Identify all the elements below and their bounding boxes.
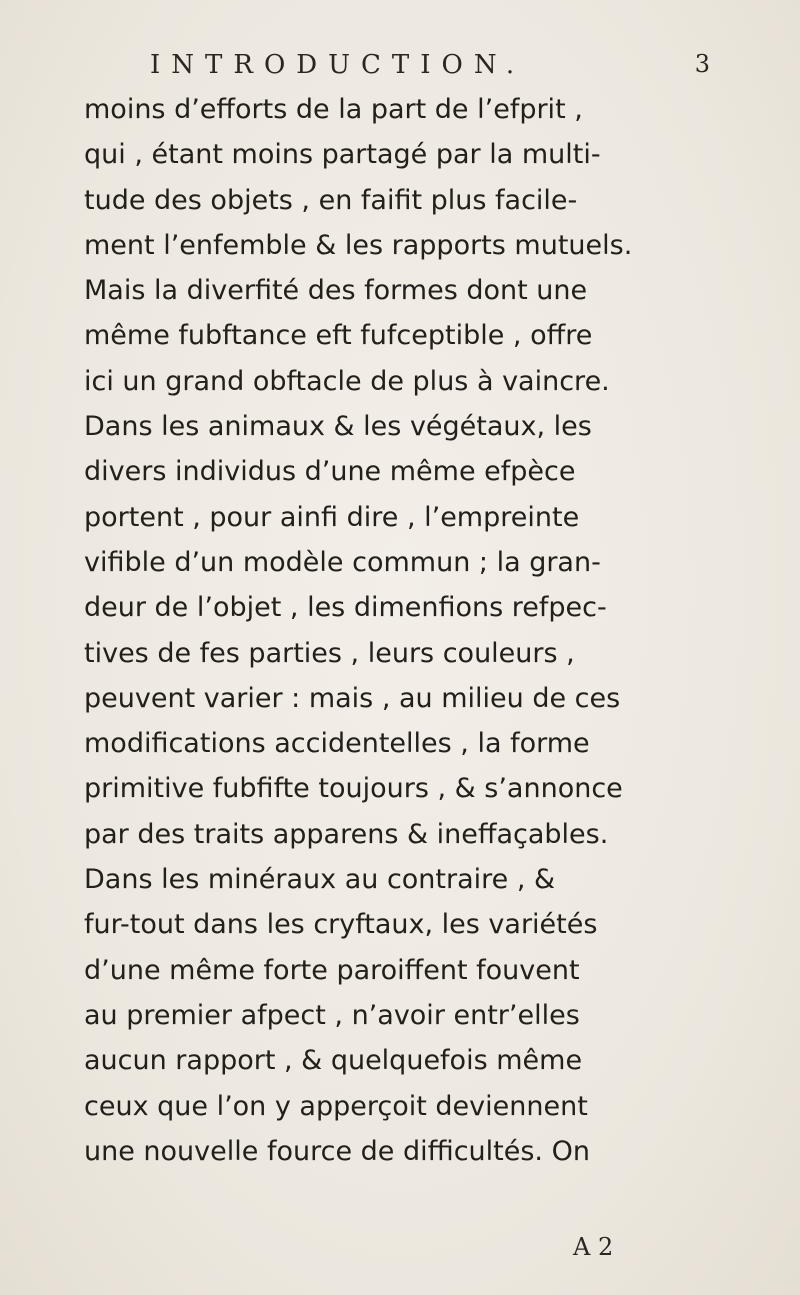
text-line: primitive fubfifte toujours , & s’annonce (84, 773, 623, 805)
page-number: 3 (694, 50, 710, 78)
text-line: même fubftance eft fufceptible , offre (84, 320, 593, 352)
text-line: peuvent varier : mais , au milieu de ces (84, 682, 621, 714)
text-line: au premier afpect , n’avoir entr’elles (84, 999, 580, 1031)
text-line: Mais la diverfité des formes dont une (84, 275, 588, 307)
signature-mark: A 2 (573, 1233, 614, 1261)
text-line: par des traits apparens & ineffaçables. (84, 818, 609, 850)
text-line: vifible d’un modèle commun ; la gran- (84, 546, 601, 578)
text-line: ceux que l’on y apperçoit deviennent (84, 1090, 588, 1122)
text-line: ici un grand obftacle de plus à vaincre. (84, 365, 610, 397)
text-line: modifications accidentelles , la forme (84, 728, 590, 760)
text-line: fur-tout dans les cryftaux, les variétés (84, 909, 598, 941)
running-head-title: INTRODUCTION. (150, 50, 526, 80)
text-line: Dans les minéraux au contraire , & (84, 864, 556, 896)
body-text (84, 87, 724, 1174)
text-line: deur de l’objet , les dimenfions refpec- (84, 592, 607, 624)
text-line: tives de fes parties , leurs couleurs , (84, 637, 575, 669)
text-line: divers individus d’une même efpèce (84, 456, 576, 488)
text-line: moins d’efforts de la part de l’efprit , (84, 94, 583, 125)
text-line: qui , étant moins partagé par la multi- (84, 139, 601, 171)
text-line: une nouvelle fource de difficultés. On (84, 1135, 590, 1167)
text-line: aucun rapport , & quelquefois même (84, 1045, 583, 1077)
text-line: d’une même forte paroiffent fouvent (84, 954, 580, 986)
text-line: tude des objets , en faifit plus facile- (84, 184, 578, 216)
text-line: portent , pour ainfi dire , l’empreinte (84, 501, 580, 533)
text-line: Dans les animaux & les végétaux, les (84, 411, 592, 443)
running-head (150, 50, 710, 90)
text-line: ment l’enfemble & les rapports mutuels. (84, 229, 633, 261)
